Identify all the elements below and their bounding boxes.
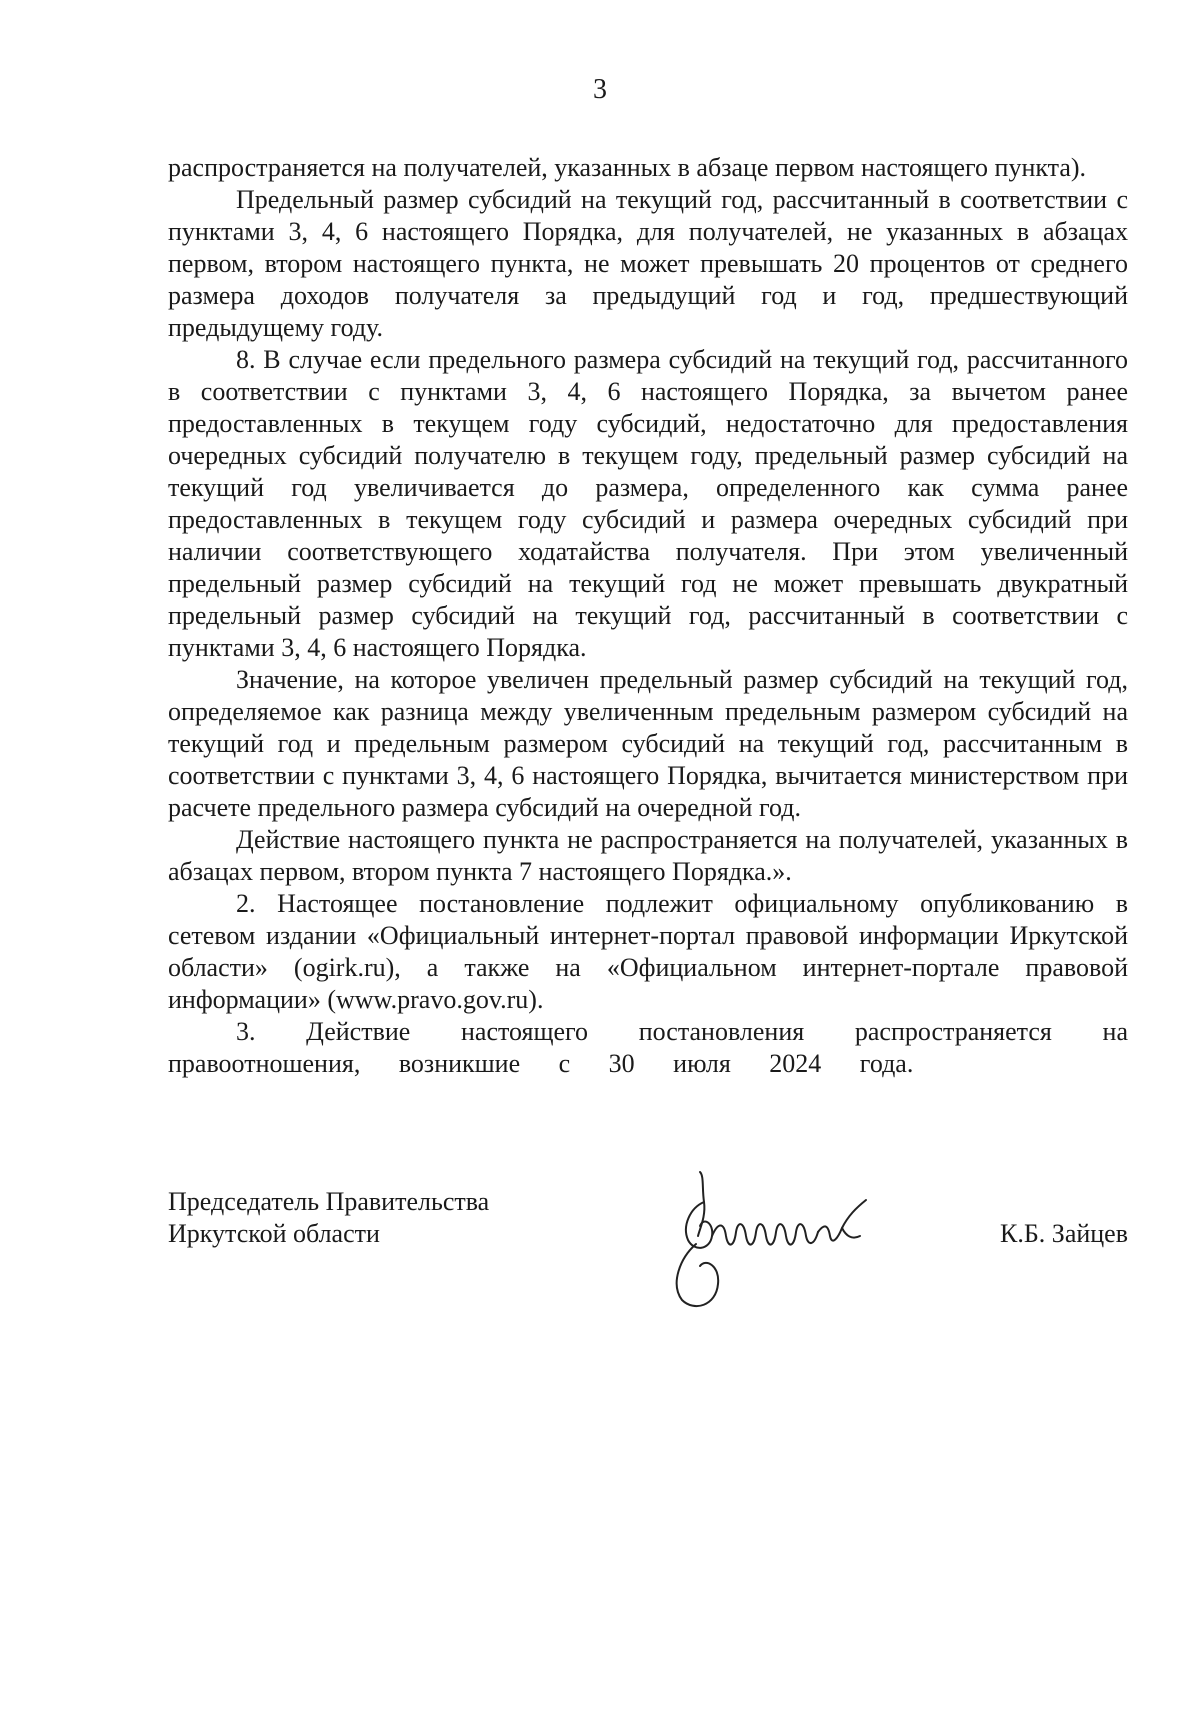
paragraph-effective-date: 3. Действие настоящего постановления распространяется на правоотношения, возникшие с 30 июля 2024 года. (168, 1017, 1128, 1078)
paragraph-publication: 2. Настоящее постановление подлежит официальному опубликованию в сетевом издании «Официальный интернет-портал правовой информации Иркутской области» (ogirk.ru), а также на «Официальном интернет-портале правовой информации» (www.pravo.gov.ru). (168, 889, 1128, 1014)
paragraph-increase-value: Значение, на которое увеличен предельный размер субсидий на текущий год, определяемое как разница между увеличенным предельным размером субсидий на текущий год и предельным размером субсидий на текущий год, рассчитанным в соответствии с пунктами 3, 4, 6 настоящего Порядка, вычитается министерством при расчете предельного размера субсидий на очередной год. (168, 665, 1128, 822)
signatory-name: К.Б. Зайцев (1000, 1219, 1128, 1248)
page-number: 3 (593, 74, 607, 105)
paragraph-limit-size: Предельный размер субсидий на текущий год, рассчитанный в соответствии с пунктами 3, 4, 6 настоящего Порядка, для получателей, не указанных в абзацах первом, втором настоящего пункта, не может превышать 20 процентов от среднего размера доходов получателя за предыдущий год и год, предшествующий предыдущему году. (168, 185, 1128, 342)
paragraph-continuation: распространяется на получателей, указанных в абзаце первом настоящего пункта). (168, 153, 1087, 182)
signature-block (168, 1186, 1128, 1336)
document-body (168, 152, 1128, 1080)
signatory-position (168, 1186, 588, 1250)
signatory-position-line1: Председатель Правительства (168, 1187, 490, 1216)
signatory-position-line2: Иркутской области (168, 1219, 380, 1248)
paragraph-exception: Действие настоящего пункта не распространяется на получателей, указанных в абзацах первом, втором пункта 7 настоящего Порядка.». (168, 825, 1128, 886)
paragraph-item-8: 8. В случае если предельного размера субсидий на текущий год, рассчитанного в соответствии с пунктами 3, 4, 6 настоящего Порядка, за вычетом ранее предоставленных в текущем году субсидий, недостаточно для предоставления очередных субсидий получателю в текущем году, предельный размер субсидий на текущий год увеличивается до размера, определенного как сумма ранее предоставленных в текущем году субсидий и размера очередных субсидий при наличии соответствующего ходатайства получателя. При этом увеличенный предельный размер субсидий на текущий год не может превышать двукратный предельный размер субсидий на текущий год, рассчитанный в соответствии с пунктами 3, 4, 6 настоящего Порядка. (168, 345, 1128, 662)
handwritten-signature (660, 1166, 920, 1316)
